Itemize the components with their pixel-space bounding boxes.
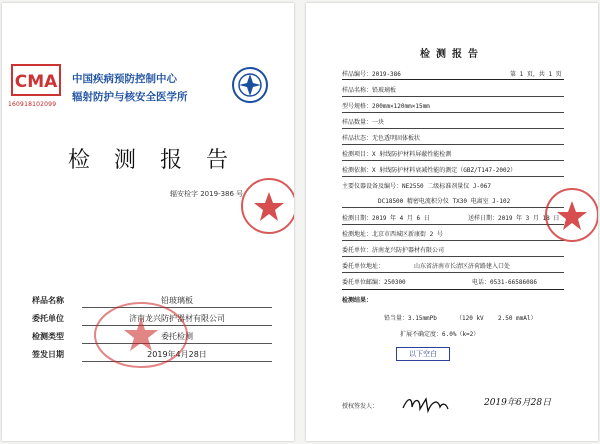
test-date: 检测日期：2019 年 4 月 6 日 — [342, 215, 430, 222]
info-value: 铅玻璃板 — [82, 295, 272, 308]
row-test-item: 检测项目：X 射线防护材料屏蔽性能检测 — [342, 151, 452, 158]
official-seal-icon — [238, 175, 294, 237]
info-label: 签发日期 — [32, 350, 64, 359]
client-address-label: 委托单位地址： — [342, 263, 385, 270]
divider — [342, 224, 564, 225]
handwritten-signature-icon — [400, 393, 450, 415]
row-quantity: 样品数量：一块 — [342, 119, 385, 126]
official-seal-icon — [542, 185, 598, 245]
row-basis: 检测依据：X 射线防护材料衰减性能的测定（GBZ/T147-2002） — [342, 167, 517, 174]
client-postcode: 委托单位邮编：250300 — [342, 279, 406, 286]
divider — [342, 160, 564, 161]
divider — [342, 240, 564, 241]
divider — [342, 256, 564, 257]
row-state: 样品状态：无色透明固体板状 — [342, 135, 421, 142]
sample-number: 样品编号：2019-386 — [342, 71, 401, 78]
condition-kv: （120 kV — [456, 315, 484, 322]
signer-label: 授权签发人： — [342, 403, 379, 410]
client-phone: 电话：0531-66586086 — [472, 279, 537, 286]
uncertainty: 扩展不确定度：6.0%（k=2） — [400, 331, 480, 338]
client-address: 山东省济南市长清区济荷路建入口处 — [414, 263, 511, 270]
report-cover-page — [2, 3, 294, 441]
test-address: 检测地址：北京市西城区新康街 2 号 — [342, 231, 443, 238]
row-equipment: 主要仪器设备及编号：NE2550 二级标准剂量仪 J-067 — [342, 183, 491, 190]
row-spec: 型号规格：200mm×120mm×15mm — [342, 103, 430, 110]
cma-logo-icon — [10, 61, 62, 101]
info-value: 2019年4月28日 — [82, 349, 272, 362]
divider — [342, 112, 564, 113]
results-title: 检测报告 — [420, 49, 484, 60]
report-number: 辐安检字 2019-386 号 — [170, 190, 244, 198]
cma-number: 160918102099 — [8, 101, 57, 108]
lead-equivalent: 铅当量：3.15mmPb — [384, 315, 437, 322]
divider — [342, 128, 564, 129]
info-label: 样品名称 — [32, 296, 64, 305]
info-label: 委托单位 — [32, 314, 64, 323]
info-value: 委托检测 — [82, 331, 272, 344]
divider — [342, 289, 564, 290]
page-info: 第 1 页，共 1 页 — [510, 71, 562, 78]
org-name-line2: 辐射防护与核安全医学所 — [72, 91, 188, 103]
row-sample-name: 样品名称：铅玻璃板 — [342, 87, 397, 94]
row-equipment-2: DC18500 精密电流积分仪 TX30 电离室 J-102 — [378, 198, 511, 205]
result-label: 检测结果： — [342, 297, 373, 304]
divider — [342, 144, 564, 145]
condition-al: 2.50 mmAl） — [498, 315, 537, 322]
divider — [342, 272, 564, 273]
divider — [342, 207, 564, 208]
svg-text:CMA: CMA — [14, 72, 58, 92]
client-name: 委托单位：济南龙兴防护器材有限公司 — [342, 247, 445, 254]
info-label: 检测类型 — [32, 332, 64, 341]
send-date: 送样日期：2019 年 3 月 18 日 — [468, 215, 560, 222]
divider — [342, 79, 564, 80]
divider — [342, 176, 564, 177]
divider — [342, 96, 564, 97]
org-name-line1: 中国疾病预防控制中心 — [72, 73, 177, 85]
signature-date: 2019年6月28日 — [484, 398, 552, 408]
institute-emblem-icon — [230, 65, 270, 105]
info-value: 济南龙兴防护器材有限公司 — [82, 313, 272, 326]
faded-seal-icon — [86, 295, 196, 375]
cover-title: 检测报告 — [67, 148, 252, 173]
blank-below-stamp: 以下空白 — [396, 347, 450, 361]
report-results-page — [306, 3, 598, 441]
